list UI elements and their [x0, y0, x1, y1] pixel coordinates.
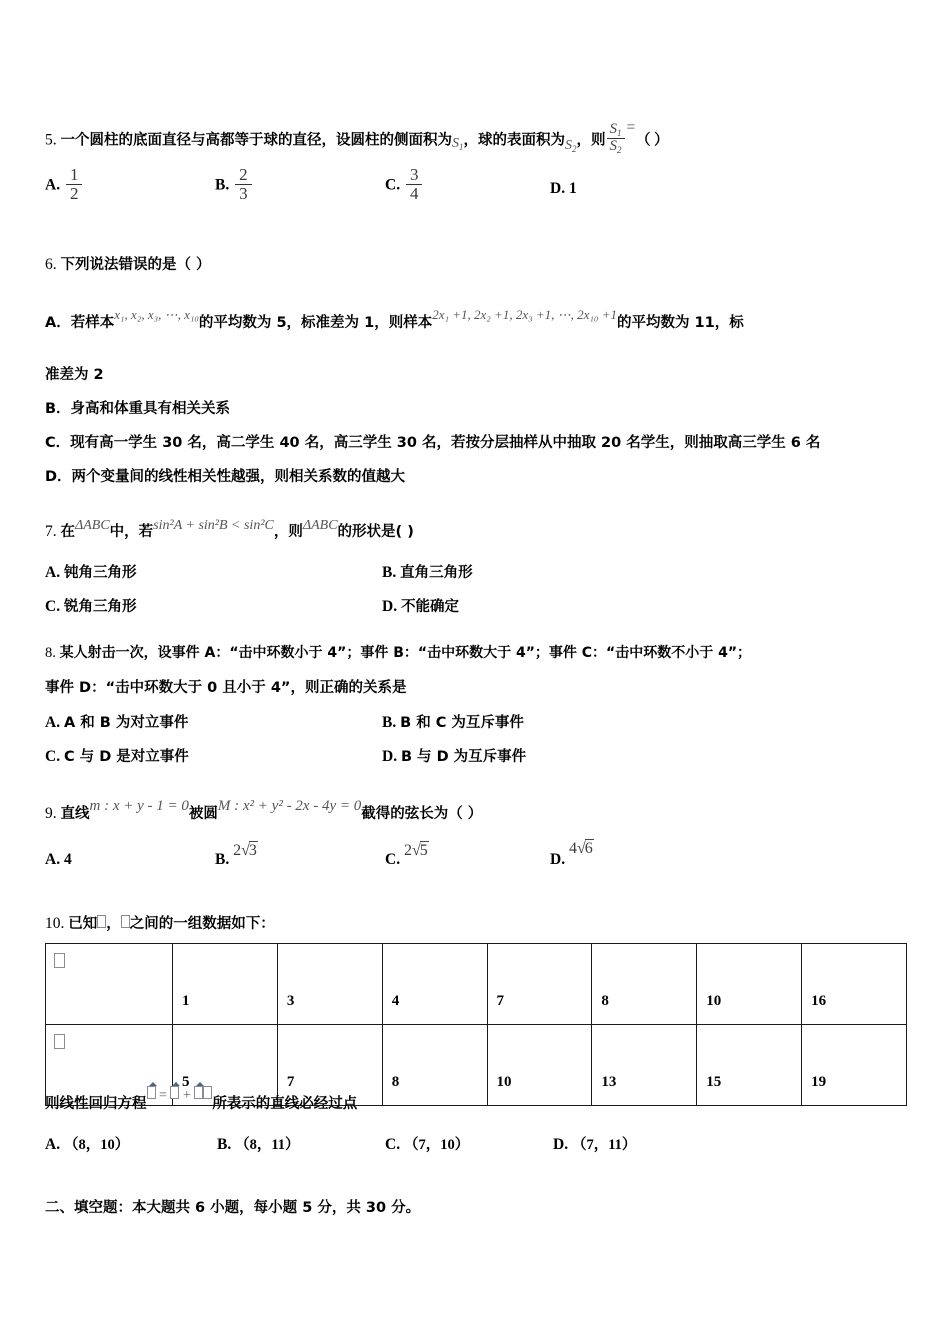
question-9-suffix: 截得的弦长为（ ）: [361, 806, 483, 822]
table-cell: 8: [382, 1025, 487, 1106]
option-label: C.: [45, 598, 61, 615]
option-label: A.: [45, 1136, 61, 1153]
option-label: D.: [550, 851, 566, 868]
option-radical: 2√5: [403, 842, 428, 859]
question-5-fraction-s1-s2: $\frac{S_1}{S_2}$: [607, 122, 625, 155]
option-text: 1: [568, 180, 577, 197]
question-5-stem-part3: ，则: [576, 132, 606, 149]
question-6-option-a[interactable]: [45, 307, 744, 334]
question-5-options: [45, 166, 907, 206]
option-label: B.: [215, 176, 230, 194]
question-8-options-row-1: [45, 711, 907, 733]
option-label: D.: [382, 598, 398, 615]
question-7-option-b[interactable]: [382, 561, 473, 582]
question-7: [45, 473, 907, 615]
regression-suffix: 所表示的直线必经过点: [212, 1096, 358, 1112]
question-6-option-c[interactable]: [45, 432, 820, 454]
table-cell: 7: [277, 1025, 382, 1106]
option-text: （7，11）: [571, 1137, 637, 1153]
question-7-option-a[interactable]: [45, 561, 136, 582]
question-7-middle-2: ，则: [273, 524, 303, 540]
option-a-wrap-text: 准差为 2: [45, 367, 104, 383]
question-5-equals: =: [625, 118, 636, 136]
table-cell: 8: [592, 944, 697, 1025]
question-6-number: 6.: [45, 256, 57, 273]
question-10-prefix: 已知: [68, 916, 98, 932]
option-text: 4: [63, 851, 72, 868]
question-5-stem-part2: ，球的表面积为: [463, 132, 565, 149]
option-label: B.: [382, 714, 397, 731]
option-label: B.: [382, 564, 397, 581]
table-cell: 16: [802, 944, 907, 1025]
question-10-regression-line: [45, 1088, 358, 1115]
option-fraction: $\frac{1}{2}$: [66, 166, 83, 203]
question-8-number: 8.: [45, 645, 56, 661]
missing-glyph-y-icon: [54, 1034, 65, 1049]
missing-glyph-x-icon: [54, 953, 65, 968]
option-a-sample-2x: 2x₁ +1, 2x₂ +1, 2x₃ +1, ⋯, 2x₁₀ +1: [432, 307, 617, 322]
option-radical: 4√6: [568, 840, 593, 857]
question-5-symbol-s2: $S_2$: [565, 137, 577, 154]
option-text: （8，11）: [235, 1137, 300, 1153]
option-label: A.: [45, 176, 61, 194]
option-label: B.: [215, 851, 230, 868]
question-8-stem-line-1: [45, 643, 751, 664]
question-5-answer-paren: （ ）: [635, 132, 669, 149]
question-6-stem: [45, 254, 211, 276]
question-10-option-c[interactable]: [385, 1133, 469, 1154]
question-5-option-c[interactable]: [385, 166, 424, 203]
question-6: [45, 208, 907, 485]
option-label: A.: [45, 851, 61, 868]
question-9: [45, 745, 907, 868]
question-10-option-a[interactable]: [45, 1133, 129, 1154]
option-a-suffix: 的平均数为 11，标: [616, 315, 744, 331]
option-label: D.: [553, 1136, 569, 1153]
question-7-suffix: 的形状是( ): [337, 524, 414, 540]
missing-glyph-bhat-icon: [194, 1086, 203, 1099]
question-10-option-b[interactable]: [217, 1133, 300, 1154]
missing-glyph-ahat-icon: [170, 1086, 179, 1099]
section-heading-text: 二、填空题：本大题共 6 小题，每小题 5 分，共 30 分。: [45, 1200, 421, 1216]
question-5-symbol-s1: $S_1$: [452, 135, 464, 152]
option-label: D.: [382, 748, 398, 765]
missing-glyph-y-icon: [121, 915, 130, 928]
table-cell: 15: [697, 1025, 802, 1106]
option-text: A 和 B 为对立事件: [63, 715, 189, 731]
option-text: （8，10）: [63, 1137, 130, 1153]
question-10-suffix: 之间的一组数据如下：: [129, 916, 275, 932]
option-a-sample-x: x₁, x₂, x₃, ⋯, x₁₀: [114, 307, 199, 322]
question-5-option-a[interactable]: [45, 166, 84, 203]
table-cell: 10: [487, 1025, 592, 1106]
question-7-middle-1: 中，若: [109, 524, 154, 540]
option-text: 钝角三角形: [63, 565, 137, 581]
table-cell: 19: [802, 1025, 907, 1106]
regression-equation-glyphs: = +: [147, 1088, 213, 1103]
missing-glyph-yhat-icon: [147, 1086, 156, 1099]
table-row-header-x: [46, 944, 173, 1025]
option-a-middle: 的平均数为 5，标准差为 1，则样本: [198, 315, 433, 331]
missing-glyph-x-icon: [203, 1086, 212, 1099]
question-7-prefix: 在: [60, 524, 75, 540]
option-label: A.: [45, 714, 61, 731]
option-label: D.: [550, 180, 566, 197]
question-8-stem-line-2: [45, 677, 406, 699]
question-10-stem: [45, 913, 275, 935]
option-text: 直角三角形: [400, 565, 473, 581]
option-label: C.: [385, 176, 401, 194]
question-7-triangle-abc-1: ΔABC: [75, 518, 110, 533]
page-content: [45, 104, 907, 1216]
question-8-option-b[interactable]: [382, 711, 524, 732]
option-text: C 与 D 是对立事件: [63, 749, 189, 765]
question-10-option-d[interactable]: [553, 1133, 636, 1154]
question-8: [45, 595, 907, 765]
missing-glyph-x-icon: [97, 915, 106, 928]
option-text: （7，10）: [403, 1137, 470, 1153]
question-9-prefix: 直线: [60, 806, 90, 822]
question-6-stem-text: 下列说法错误的是（ ）: [60, 257, 211, 273]
option-text: 锐角三角形: [63, 599, 137, 615]
question-9-line-equation: m : x + y - 1 = 0: [89, 798, 189, 814]
option-a-prefix: A．若样本: [45, 315, 115, 331]
option-label: A.: [45, 564, 61, 581]
question-7-number: 7.: [45, 523, 57, 540]
question-8-stem-text-2: 事件 D：“击中环数大于 0 且小于 4”，则正确的关系是: [45, 680, 407, 696]
question-10-separator: ，: [106, 916, 121, 932]
section-heading-fill-in-blank: [45, 1197, 907, 1219]
option-fraction: $\frac{3}{4}$: [406, 166, 423, 203]
question-9-number: 9.: [45, 805, 57, 822]
option-label: B.: [217, 1136, 232, 1153]
table-cell: 10: [697, 944, 802, 1025]
option-text: B 与 D 为互斥事件: [400, 749, 527, 765]
question-5-stem: [45, 118, 669, 155]
question-9-circle-equation: M : x² + y² - 2x - 4y = 0: [217, 798, 362, 814]
question-7-triangle-abc-2: ΔABC: [302, 518, 338, 533]
question-6-option-b[interactable]: [45, 398, 230, 420]
question-8-stem-text-1: 某人射击一次，设事件 A：“击中环数小于 4”；事件 B：“击中环数大于 4”；事件 C：“击中环数不小于 4”；: [59, 645, 752, 661]
question-7-options-row-1: [45, 561, 907, 583]
question-10-options: [45, 1133, 907, 1155]
question-5-stem-part1: 一个圆柱的底面直径与高都等于球的直径，设圆柱的侧面积为: [60, 132, 452, 149]
question-5: [45, 104, 907, 208]
question-8-option-a[interactable]: [45, 711, 188, 732]
question-6-option-a-wrap: [45, 364, 104, 386]
table-cell: 13: [592, 1025, 697, 1106]
question-7-stem: [45, 518, 414, 543]
regression-prefix: 则线性回归方程: [45, 1096, 147, 1112]
option-b-text: B．身高和体重具有相关关系: [45, 401, 231, 417]
table-cell: 4: [382, 944, 487, 1025]
option-fraction: $\frac{2}{3}$: [235, 166, 252, 203]
question-5-number: 5.: [45, 131, 57, 149]
option-label: C.: [385, 851, 401, 868]
table-cell: 7: [487, 944, 592, 1025]
question-10-number: 10.: [45, 915, 65, 932]
option-label: C.: [385, 1136, 401, 1153]
table-cell: 5: [173, 1025, 278, 1106]
option-c-text: C．现有高一学生 30 名，高二学生 40 名，高三学生 30 名，若按分层抽样从中抽取 20 名学生，则抽取高三学生 6 名: [45, 435, 821, 451]
table-row: [46, 944, 907, 1025]
option-text: B 和 C 为互斥事件: [400, 715, 524, 731]
question-5-option-d[interactable]: [550, 180, 577, 198]
option-d-text: D．两个变量间的线性相关性越强，则相关系数的值越大: [45, 469, 406, 485]
question-9-stem: [45, 798, 483, 826]
question-7-inequality: sin²A + sin²B < sin²C: [153, 518, 274, 533]
table-cell: 3: [277, 944, 382, 1025]
question-9-middle: 被圆: [188, 806, 218, 822]
table-cell: 1: [173, 944, 278, 1025]
option-text: 不能确定: [400, 599, 459, 615]
question-5-option-b[interactable]: [215, 166, 254, 203]
question-10: [45, 861, 907, 1181]
option-radical: 2√3: [233, 842, 257, 859]
option-label: C.: [45, 748, 61, 765]
